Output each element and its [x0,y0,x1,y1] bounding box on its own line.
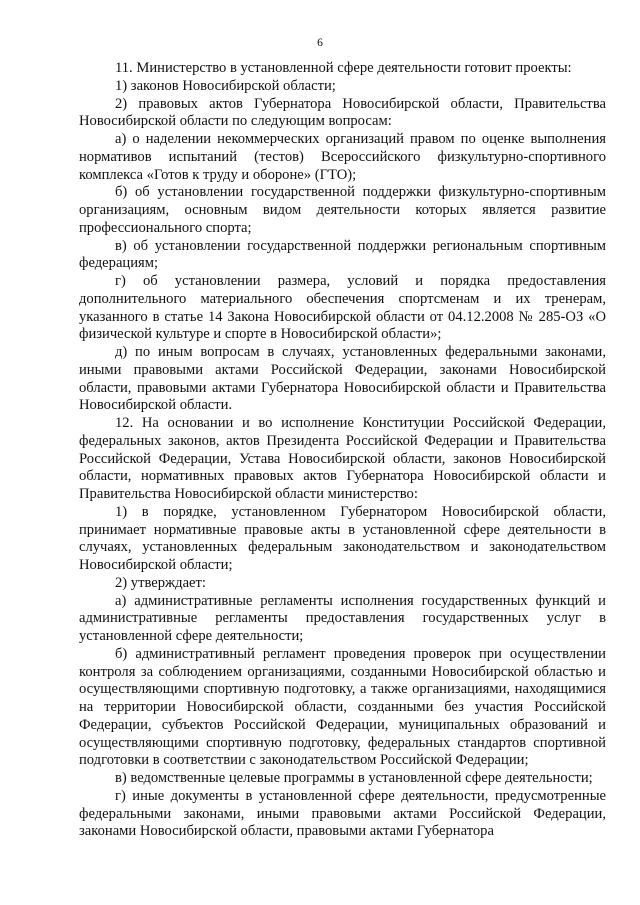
paragraph-12-item-2b: б) административный регламент проведения проверок при осуществлении контроля за соблюдением организациями, созданными Новосибирской областью и осуществляющими спортивную подготовку, а также организациями, находящимися на территории Новосибирской области, созданными без участия Российской Федерации, субъектов Российской Федерации, муниципальных образований и осуществляющими спортивную подготовку, федеральных стандартов спортивной подготовки в соответствии с законодательством Российской Федерации; [79,645,606,769]
paragraph-11-item-2: 2) правовых актов Губернатора Новосибирской области, Правительства Новосибирской области по следующим вопросам: [79,95,606,130]
page-number: 6 [317,37,323,49]
paragraph-12: 12. На основании и во исполнение Конституции Российской Федерации, федеральных законов, актов Президента Российской Федерации и Правительства Российской Федерации, Устава Новосибирской области, законов Новосибирской области, нормативных правовых актов Губернатора Новосибирской области и Правительства Новосибирской области министерство: [79,415,606,502]
document-body [79,60,606,841]
paragraph-11-item-2a: а) о наделении некоммерческих организаций правом по оценке выполнения нормативов испытаний (тестов) Всероссийского физкультурно-спортивного комплекса «Готов к труду и обороне» (ГТО); [79,131,606,183]
paragraph-12-item-2v: в) ведомственные целевые программы в установленной сфере деятельности; [115,770,593,786]
paragraph-11-item-2g: г) об установлении размера, условий и порядка предоставления дополнительного материального обеспечения спортсменам и их тренерам, указанного в статье 14 Закона Новосибирской области от 04.12.2008 № 285-ОЗ «О физической культуре и спорте в Новосибирской области»; [79,273,606,343]
paragraph-12-item-2g: г) иные документы в установленной сфере деятельности, предусмотренные федеральными законами, иными правовыми актами Российской Федерации, законами Новосибирской области, правовыми актами Губернатора [79,787,606,840]
paragraph-11-item-1: 1) законов Новосибирской области; [115,77,336,94]
paragraph-12-item-2: 2) утверждает: [115,574,206,591]
paragraph-11-item-2v: в) об установлении государственной поддержки региональным спортивным федерациям; [79,237,606,272]
paragraph-11: 11. Министерство в установленной сфере деятельности готовит проекты: [115,60,572,76]
paragraph-11-item-2d: д) по иным вопросам в случаях, установленных федеральными законами, иными правовыми актами Российской Федерации, законами Новосибирской области, правовыми актами Губернатора Новосибирской области и Правительства Новосибирской области. [79,344,606,414]
paragraph-12-item-1: 1) в порядке, установленном Губернатором Новосибирской области, принимает нормативные правовые акты в установленной сфере деятельности в случаях, установленных федеральным законодательством и законодательством Новосибирской области; [79,503,606,573]
paragraph-11-item-2b: б) об установлении государственной поддержки физкультурно-спортивным организациям, основным видом деятельности которых является развитие профессионального спорта; [79,184,606,236]
paragraph-12-item-2a: а) административные регламенты исполнения государственных функций и административные регламенты предоставления государственных услуг в установленной сфере деятельности; [79,592,606,644]
